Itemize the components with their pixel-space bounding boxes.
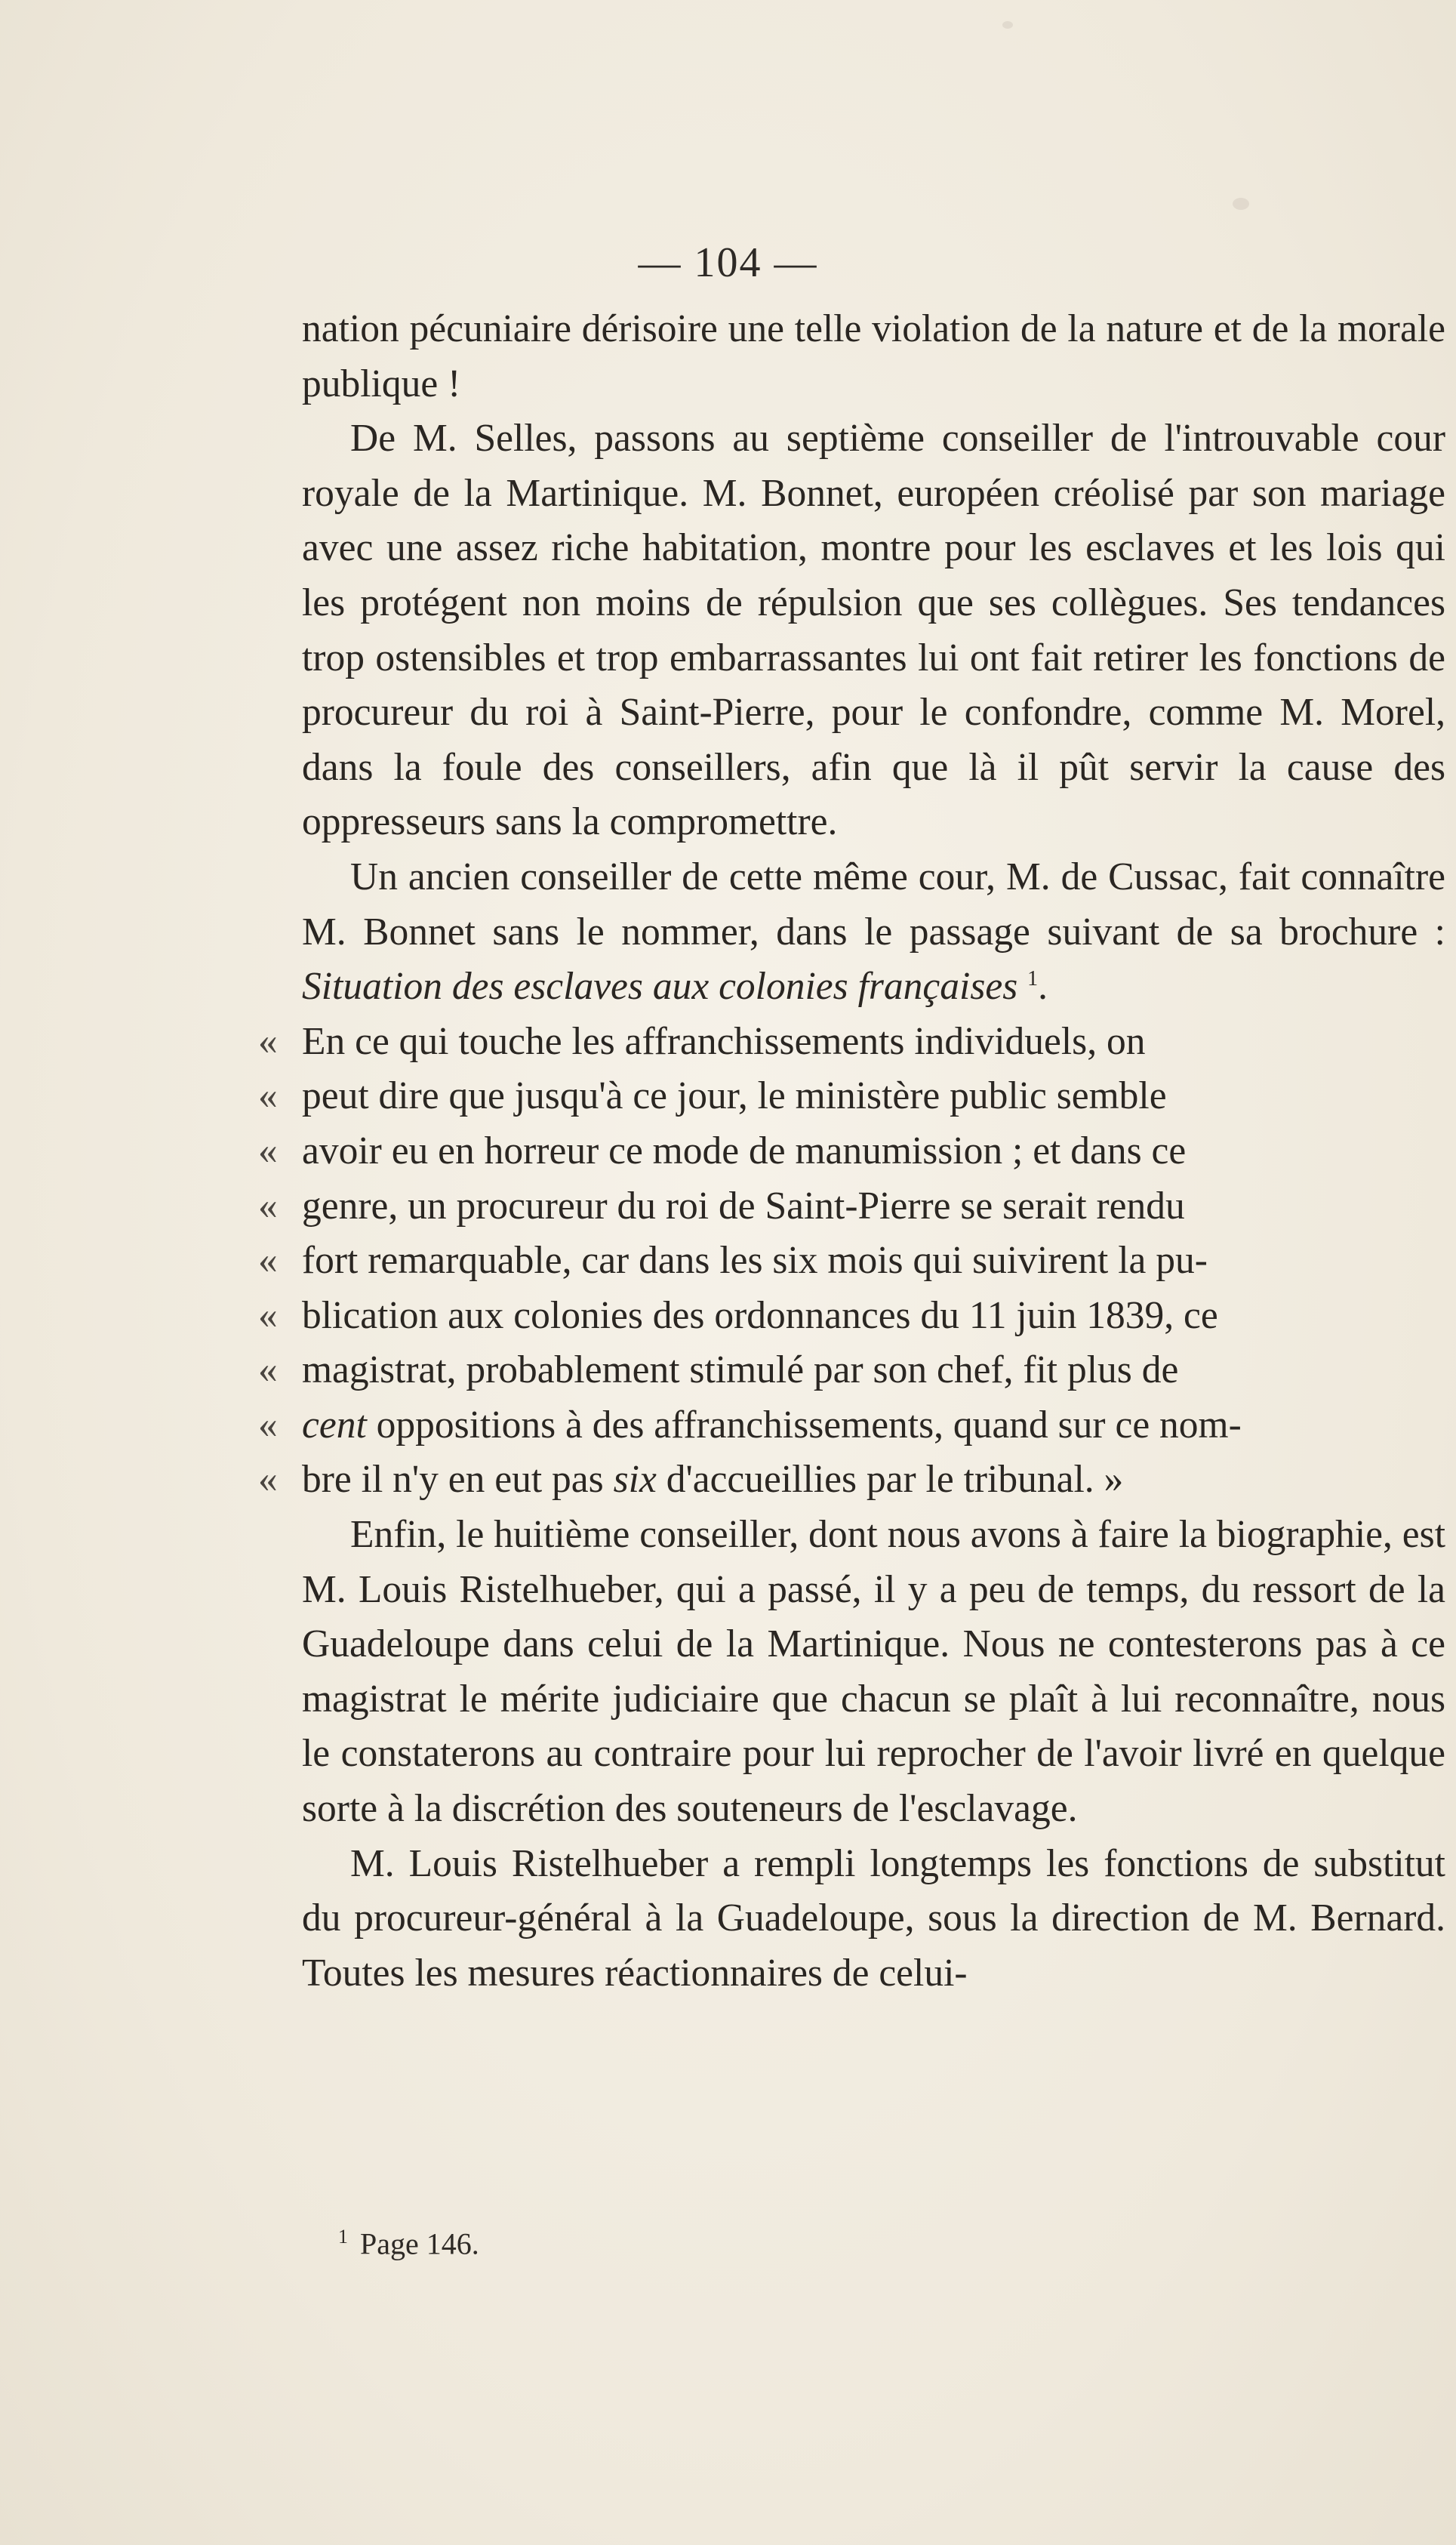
quote-line: « bre il n'y en eut pas six d'accueillies par le tribunal. » (302, 1453, 1445, 1508)
body-text (258, 302, 1445, 2001)
quote-mark: « (258, 1403, 278, 1447)
emphasis-cent: cent (302, 1403, 367, 1447)
paragraph-bonnet: De M. Selles, passons au septième conseiller de l'introuvable cour royale de la Martinique. M. Bonnet, européen créolisé par son mariage avec une assez riche habitation, montre pour les esclaves et les lois qui les protégent non moins de répulsion que ses collègues. Ses tendances trop ostensibles et trop embarrassantes lui ont fait retirer les fonctions de procureur du roi à Saint-Pierre, pour le confondre, comme M. Morel, dans la foule des conseillers, afin que là il pût servir la cause des oppresseurs sans la compromettre. (302, 417, 1445, 844)
quote-mark: « (258, 1129, 278, 1172)
quote-mark: « (258, 1348, 278, 1392)
ink-smudge (1002, 21, 1013, 29)
paragraph-citation-intro (302, 850, 1445, 1015)
footnote-mark: 1 (338, 2226, 348, 2248)
quote-mark: « (258, 1458, 278, 1502)
quote-line: « avoir eu en horreur ce mode de manumission ; et dans ce (302, 1124, 1445, 1179)
quote-line: « fort remarquable, car dans les six mois qui suivirent la pu- (302, 1234, 1445, 1289)
block-quotation (258, 1015, 1445, 1508)
paragraph-ristelhueber: Enfin, le huitième conseiller, dont nous avons à faire la biographie, est M. Louis Ristelhueber, qui a passé, il y a peu de temps, du ressort de la Guadeloupe dans celui de la Martinique. Nous ne contesterons pas à ce magistrat le mérite judiciaire que chacun se plaît à lui reconnaître, nous le constaterons au contraire pour lui reprocher de l'avoir livré en quelque sorte à la discrétion des souteneurs de l'esclavage. (302, 1513, 1445, 1831)
emphasis-six: six (613, 1458, 657, 1502)
paragraph-continuation: nation pécuniaire dérisoire une telle violation de la nature et de la morale publique ! (302, 307, 1445, 405)
brochure-title: Situation des esclaves aux colonies françaises (302, 965, 1018, 1009)
quote-line: « cent oppositions à des affranchissements, quand sur ce nom- (302, 1398, 1445, 1453)
quote-line: « magistrat, probablement stimulé par son chef, fit plus de (302, 1343, 1445, 1398)
footnote-reference: 1 (1027, 966, 1039, 991)
quote-mark: « (258, 1184, 278, 1228)
footnote (338, 2226, 479, 2261)
page-number: — 104 — (638, 239, 818, 286)
ink-smudge (1233, 198, 1249, 210)
quote-mark: « (258, 1019, 278, 1063)
footnote-text: Page 146. (360, 2226, 479, 2261)
quote-line: « En ce qui touche les affranchissements individuels, on (302, 1015, 1445, 1070)
citation-intro-text: Un ancien conseiller de cette même cour, M. de Cussac, fait connaître M. Bonnet sans le nommer, dans le passage suivant de sa brochure : (302, 855, 1445, 954)
citation-intro-end: . (1038, 965, 1048, 1009)
quote-mark: « (258, 1239, 278, 1283)
quote-line: « blication aux colonies des ordonnances du 11 juin 1839, ce (302, 1289, 1445, 1344)
quote-mark: « (258, 1293, 278, 1337)
quote-line: « genre, un procureur du roi de Saint-Pierre se serait rendu (302, 1179, 1445, 1234)
quote-line: « peut dire que jusqu'à ce jour, le ministère public semble (302, 1069, 1445, 1124)
paragraph-substitut: M. Louis Ristelhueber a rempli longtemps les fonctions de substitut du procureur-général à la Guadeloupe, sous la direction de M. Bernard. Toutes les mesures réactionnaires de celui- (302, 1841, 1445, 1995)
quote-mark: « (258, 1074, 278, 1118)
